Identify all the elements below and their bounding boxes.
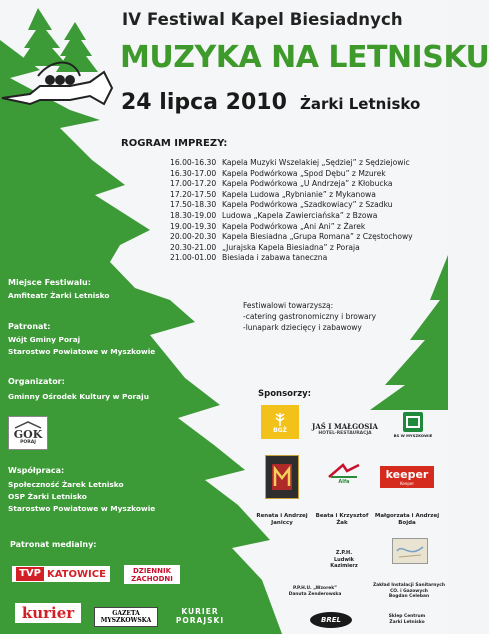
media-title: Patronat medialny: xyxy=(10,540,97,549)
schedule-time: 17.20-17.50 xyxy=(170,189,217,199)
wzorek-line-1: P.P.H.U. „Wzorek” xyxy=(292,586,338,591)
event-place: Żarki Letnisko xyxy=(300,95,421,113)
bsw-text: BS W MYSZKOWIE xyxy=(393,432,433,438)
keeper-text: keeper xyxy=(385,467,429,481)
cooperation-2: OSP Żarki Letnisko xyxy=(8,492,87,501)
schedule-band: Kapela Podwórkowa „Szadkowiacy” z Szadku xyxy=(222,200,393,210)
main-title: MUZYKA NA LETNISKU xyxy=(120,40,489,75)
schedule-row xyxy=(170,200,413,211)
small-tree-1 xyxy=(18,8,68,66)
schedule-row xyxy=(170,243,413,254)
kurier-porajski-1: KURIER xyxy=(181,607,219,616)
schedule-time: 18.30-19.00 xyxy=(170,210,217,220)
extras-item-2: -lunapark dziecięcy i zabawowy xyxy=(243,323,362,332)
beata-line-1: Beata i Krzysztof xyxy=(315,513,369,519)
zaklad-caption xyxy=(370,583,448,600)
kurier-text: kurier xyxy=(21,604,75,622)
organizer-value: Gminny Ośrodek Kultury w Poraju xyxy=(8,392,149,401)
schedule-band: Kapela Podwórkowa „Ani Ani” z Żarek xyxy=(222,221,366,231)
schedule-row xyxy=(170,211,413,222)
keeper-sub: Keeper xyxy=(400,480,414,486)
program-heading: ROGRAM IMPREZY: xyxy=(121,138,228,149)
katowice-text: KATOWICE xyxy=(46,568,106,580)
schedule-band: Kapela Podwórkowa „Spod Dębu” z Mzurek xyxy=(222,168,386,178)
map-icon xyxy=(395,541,425,561)
venue-value: Amfiteatr Żarki Letnisko xyxy=(8,291,110,300)
schedule-time: 21.00-01.00 xyxy=(170,253,217,263)
bsw-emblem-icon xyxy=(400,411,426,433)
renata-caption xyxy=(252,513,312,527)
schedule-row xyxy=(170,190,413,201)
zph-line-2: Ludwik Kazimierz xyxy=(330,556,358,569)
small-tree-2 xyxy=(56,22,98,72)
sklep-line-1: Sklep Centrum xyxy=(388,614,426,619)
alfa-text: Alfa xyxy=(338,479,350,485)
schedule-band: Kapela Ludowa „Rybnianie” z Mykanowa xyxy=(222,189,376,199)
sklep-caption xyxy=(374,614,440,625)
gazeta-text: GAZETA xyxy=(112,610,140,617)
schedule-band: Biesiada i zabawa taneczna xyxy=(222,253,328,263)
extras-heading: Festiwalowi towarzyszą: xyxy=(243,301,334,310)
renata-line-1: Renata i Andrzej xyxy=(256,513,308,519)
patron-2: Starostwo Powiatowe w Myszkowie xyxy=(8,347,156,356)
beata-line-2: Żak xyxy=(336,520,348,526)
schedule-row xyxy=(170,179,413,190)
jas-text-1: JAŚ I MAŁGOSIA xyxy=(312,422,378,431)
jas-text-2: HOTEL·RESTAURACJA xyxy=(318,431,372,436)
alfa-logo xyxy=(322,460,366,488)
schedule-time: 19.00-19.30 xyxy=(170,221,217,231)
wheat-icon xyxy=(270,411,290,427)
patron-title: Patronat: xyxy=(8,322,51,331)
schedule-time: 17.00-17.20 xyxy=(170,179,217,189)
zaklad-map-logo xyxy=(392,538,428,564)
schedule-time: 16.30-17.00 xyxy=(170,168,217,178)
event-date: 24 lipca 2010 xyxy=(121,90,287,115)
schedule-row xyxy=(170,232,413,243)
malgorzata-caption xyxy=(374,513,440,527)
gok-sub: PORAJ xyxy=(20,440,36,445)
m-emblem-icon xyxy=(270,462,294,492)
extras-block xyxy=(243,300,376,333)
renata-line-2: Janiccy xyxy=(271,520,293,526)
bgz-logo xyxy=(261,405,299,439)
cooperation-1: Społeczność Żarek Letnisko xyxy=(8,480,124,489)
zaklad-line-2: CO. i Gazowych xyxy=(390,588,428,594)
beata-caption xyxy=(312,513,372,527)
schedule-band: Kapela Podwórkowa „U Andrzeja” z Kłobucka xyxy=(222,179,393,189)
brel-logo xyxy=(310,612,352,628)
schedule-time: 17.50-18.30 xyxy=(170,200,217,210)
keeper-logo xyxy=(380,466,434,488)
tvp-text: TVP xyxy=(16,567,44,581)
zph-caption xyxy=(320,550,368,570)
schedule-band: Kapela Muzyki Wszelakiej „Sędziej” z Sędziejowic xyxy=(222,158,410,167)
dziennik-text: DZIENNIK xyxy=(132,566,172,575)
zachodni-text: ZACHODNI xyxy=(131,574,173,583)
wzorek-line-2: Danuta Zenderowska xyxy=(288,591,342,597)
schedule-row xyxy=(170,169,413,180)
schedule-band: Ludowa „Kapela Zawierciańska” z Bzowa xyxy=(222,210,378,220)
brel-text: BREL xyxy=(321,616,341,624)
kurier-porajski-logo xyxy=(168,606,232,626)
alfa-swoosh-icon xyxy=(327,463,361,479)
extras-item-1: -catering gastronomiczny i browary xyxy=(243,312,377,321)
schedule-time: 20.00-20.30 xyxy=(170,232,217,242)
patron-1: Wójt Gminy Poraj xyxy=(8,335,81,344)
schedule-band: „Jurajska Kapela Biesiadna” z Poraja xyxy=(222,242,360,252)
sklep-line-2: Żarki Letnisko xyxy=(389,619,425,625)
cooperation-title: Współpraca: xyxy=(8,466,65,475)
myszkowska-text: MYSZKOWSKA xyxy=(100,617,152,624)
wzorek-caption xyxy=(280,586,350,597)
jas-malgosia-logo xyxy=(312,417,378,441)
venue-title: Miejsce Festiwalu: xyxy=(8,278,91,287)
bsw-logo xyxy=(393,407,433,441)
kurier-logo xyxy=(15,603,81,623)
schedule-time: 16.00-16.30 xyxy=(170,158,217,167)
schedule-band: Kapela Biesiadna „Grupa Romana” z Częstochowy xyxy=(222,232,413,242)
festival-title: IV Festiwal Kapel Biesiadnych xyxy=(122,10,403,29)
bgz-text: BGŻ xyxy=(273,426,287,434)
cooperation-3: Starostwo Powiatowe w Myszkowie xyxy=(8,504,156,513)
sponsors-heading: Sponsorzy: xyxy=(258,389,312,399)
gok-text: GOK xyxy=(13,428,43,441)
organizer-title: Organizator: xyxy=(8,377,65,386)
schedule-time: 20.30-21.00 xyxy=(170,242,217,252)
tvp-katowice-logo xyxy=(12,566,110,582)
schedule-list xyxy=(170,158,413,264)
schedule-row xyxy=(170,222,413,233)
kurier-porajski-2: PORAJSKI xyxy=(175,616,225,625)
malgorzata-line-2: Bojda xyxy=(398,520,416,526)
zaklad-line-3: Bogdan Celeban xyxy=(388,594,430,599)
renata-janiccy-logo xyxy=(265,455,299,499)
gazeta-myszkowska-logo xyxy=(94,607,158,627)
right-tree xyxy=(370,255,448,410)
gok-logo xyxy=(8,416,48,450)
dziennik-zachodni-logo xyxy=(124,565,180,584)
zph-line-1: Z.P.H. xyxy=(335,550,353,556)
schedule-row xyxy=(170,158,413,169)
schedule-row xyxy=(170,253,413,264)
malgorzata-line-1: Małgorzata i Andrzej xyxy=(374,513,440,519)
zaklad-line-1: Zakład Instalacji Sanitarnych xyxy=(372,583,446,588)
